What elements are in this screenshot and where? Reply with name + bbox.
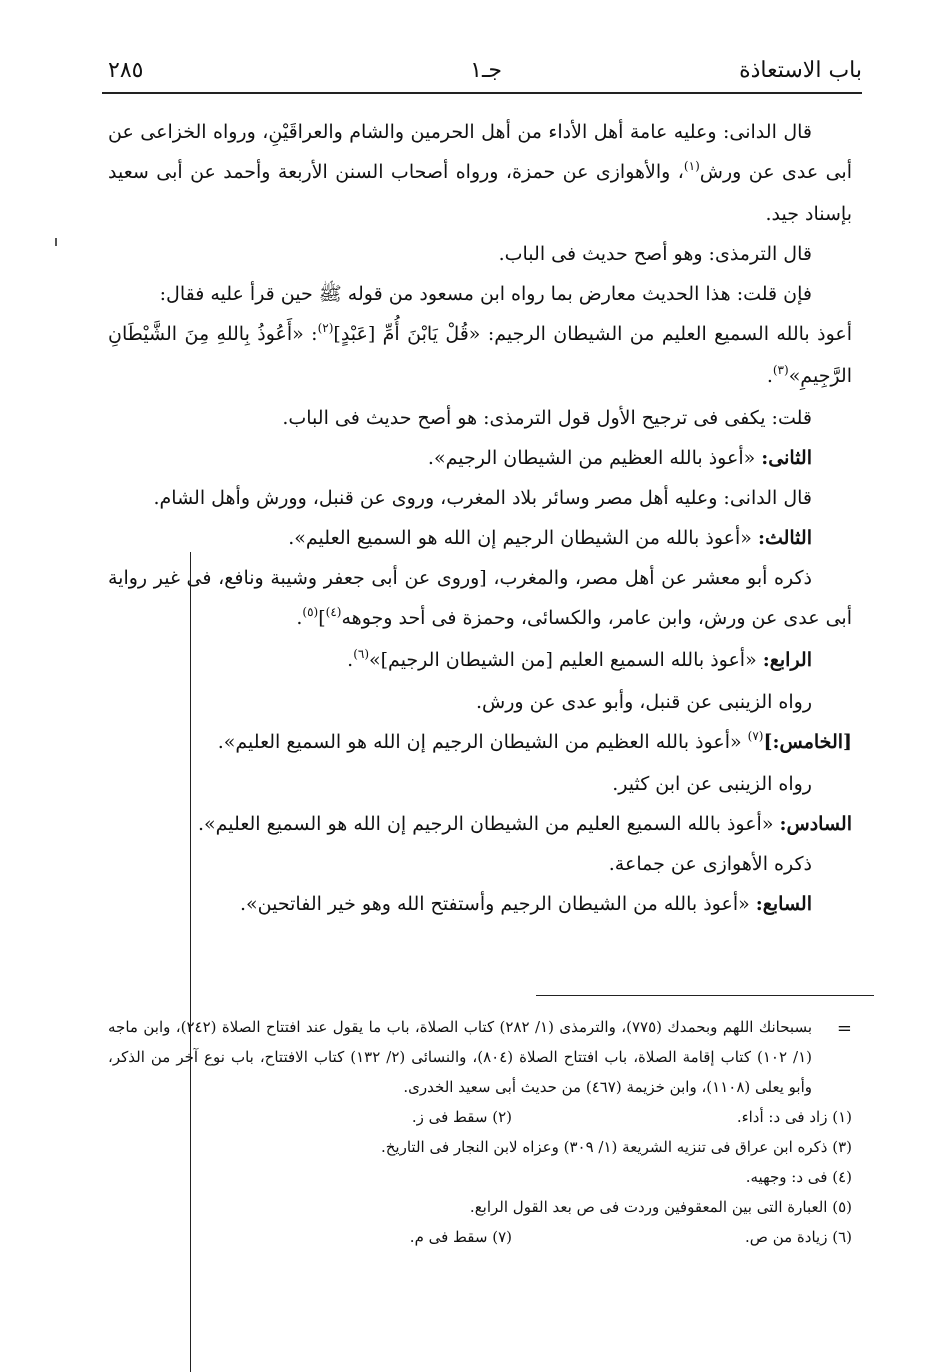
- paragraph-formula: أعوذ بالله السميع العليم من الشيطان الرجيم: «قُلْ يَابْنَ أُمِّ [عَبْدٍ]$^{(٢)}$: «أَعُوذُ بِاللهِ مِنَ الشَّيْطَانِ الرَّجِيمِ»$^{(٣)}$.: [108, 321, 853, 387]
- footnote-row: [108, 1222, 852, 1252]
- footnotes: [108, 1012, 852, 1252]
- footnote-ref: (٧): [747, 729, 764, 743]
- paragraph-dani-2: قال الدانى: وعليه أهل مصر وسائر بلاد المغرب، وروى عن قنبل، وورش وأهل الشام.: [153, 487, 812, 509]
- paragraph-second: الثانى: «أعوذ بالله العظيم من الشيطان الرجيم».: [427, 447, 812, 469]
- footnote-1: (١) زاد فى د: أداء.: [736, 1108, 852, 1126]
- footnote-ref: (٤): [325, 605, 342, 619]
- footnote-ref: (٣): [772, 363, 789, 377]
- chapter-title: باب الاستعاذة: [739, 58, 862, 83]
- continuation-mark: =: [836, 1018, 852, 1039]
- paragraph-dani-1: قال الدانى: وعليه عامة أهل الأداء من أهل الحرمين والشام والعراقَيْنِ، ورواه الخزاعى عن أبى عدى عن ورش$^{(١)}$، والأهوازى عن حمزة، ورواه أصحاب السنن الأربعة وأحمد عن أبى سعيد بإسناد جيد.: [108, 121, 852, 225]
- margin-mark: [55, 238, 57, 246]
- footnote-4: (٤) فى د: وجهيه.: [745, 1168, 852, 1186]
- footnote-2: (٢) سقط فى ز.: [411, 1108, 512, 1126]
- footnote-ref: (٥): [302, 605, 319, 619]
- footnote-3: (٣) ذكره ابن عراق فى تنزيه الشريعة (١/ ٣٠٩) وعزاه لابن النجار فى التاريخ.: [380, 1138, 852, 1156]
- paragraph-fifth: [الخامس:]$^{(٧)}$ «أعوذ بالله العظيم من الشيطان الرجيم إن الله هو السميع العليم».: [217, 729, 852, 753]
- section-label: السادس:: [779, 813, 852, 835]
- paragraph-third: الثالث: «أعوذ بالله من الشيطان الرجيم إن الله هو السميع العليم».: [288, 527, 812, 549]
- paragraph-zainabi-1: رواه الزينبى عن قنبل، وأبو عدى عن ورش.: [476, 691, 812, 713]
- section-label: السابع:: [755, 893, 812, 915]
- section-label: الرابع:: [762, 649, 812, 671]
- footnote-row: [108, 1102, 852, 1132]
- paragraph-ahwazi: ذكره الأهوازى عن جماعة.: [608, 853, 812, 875]
- paragraph-fourth: الرابع: «أعوذ بالله السميع العليم [من الشيطان الرجيم]»$^{(٦)}$.: [347, 647, 812, 671]
- paragraph-objection: فإن قلت: هذا الحديث معارض بما رواه ابن مسعود من قوله ﷺ حين قرأ عليه فقال:: [159, 283, 812, 305]
- footnote-ref: (٦): [353, 647, 370, 661]
- paragraph-tirmidhi: قال الترمذى: وهو أصح حديث فى الباب.: [498, 243, 812, 265]
- footnote-6: (٦) زيادة من ص.: [745, 1228, 852, 1246]
- paragraph-sixth: السادس: «أعوذ بالله السميع العليم من الشيطان الرجيم إن الله هو السميع العليم».: [198, 813, 852, 835]
- paragraph-abu-mashar: ذكره أبو معشر عن أهل مصر، والمغرب، [وروى عن أبى جعفر وشيبة ونافع، فى غير رواية أبى عدى عن ورش، وابن عامر، والكسائى، وحمزة فى أحد وجوهه$^{(٤)}$]$^{(٥)}$.: [108, 567, 852, 629]
- scan-fold-line: [190, 552, 191, 1372]
- section-label: [الخامس:]: [763, 731, 852, 753]
- paragraph-seventh: السابع: «أعوذ بالله من الشيطان الرجيم وأستفتح الله وهو خير الفاتحين».: [240, 893, 812, 915]
- footnote-ref: (٢): [317, 321, 334, 335]
- footnote-continuation: = بسبحانك اللهم وبحمدك (٧٧٥)، والترمذى (١/ ٢٨٢) كتاب الصلاة، باب ما يقول عند افتتاح الصلاة (٢٤٢)، وابن ماجه (١/ ١٠٢) كتاب إقامة الصلاة، باب افتتاح الصلاة (٨٠٤)، والنسائى (٢/ ١٣٢) كتاب الافتتاح، باب نوع آخر من الذكر، وأبو يعلى (١١٠٨)، وابن خزيمة (٤٦٧) من حديث أبى سعيد الخدرى.: [108, 1012, 852, 1102]
- running-header: [102, 52, 862, 94]
- paragraph-zainabi-2: رواه الزينبى عن ابن كثير.: [612, 773, 812, 795]
- footnote-separator: [536, 995, 874, 996]
- volume-label: جـ١: [470, 58, 502, 83]
- section-label: الثالث:: [757, 527, 812, 549]
- paragraph-reply: قلت: يكفى فى ترجيح الأول قول الترمذى: هو أصح حديث فى الباب.: [282, 407, 812, 429]
- footnote-ref: (١): [683, 159, 700, 173]
- page-number: ٢٨٥: [108, 58, 144, 83]
- main-text: [108, 112, 852, 924]
- section-label: الثانى:: [761, 447, 812, 469]
- footnote-7: (٧) سقط فى م.: [409, 1228, 512, 1246]
- footnote-5: (٥) العبارة التى بين المعقوفين وردت فى ص بعد القول الرابع.: [469, 1198, 852, 1216]
